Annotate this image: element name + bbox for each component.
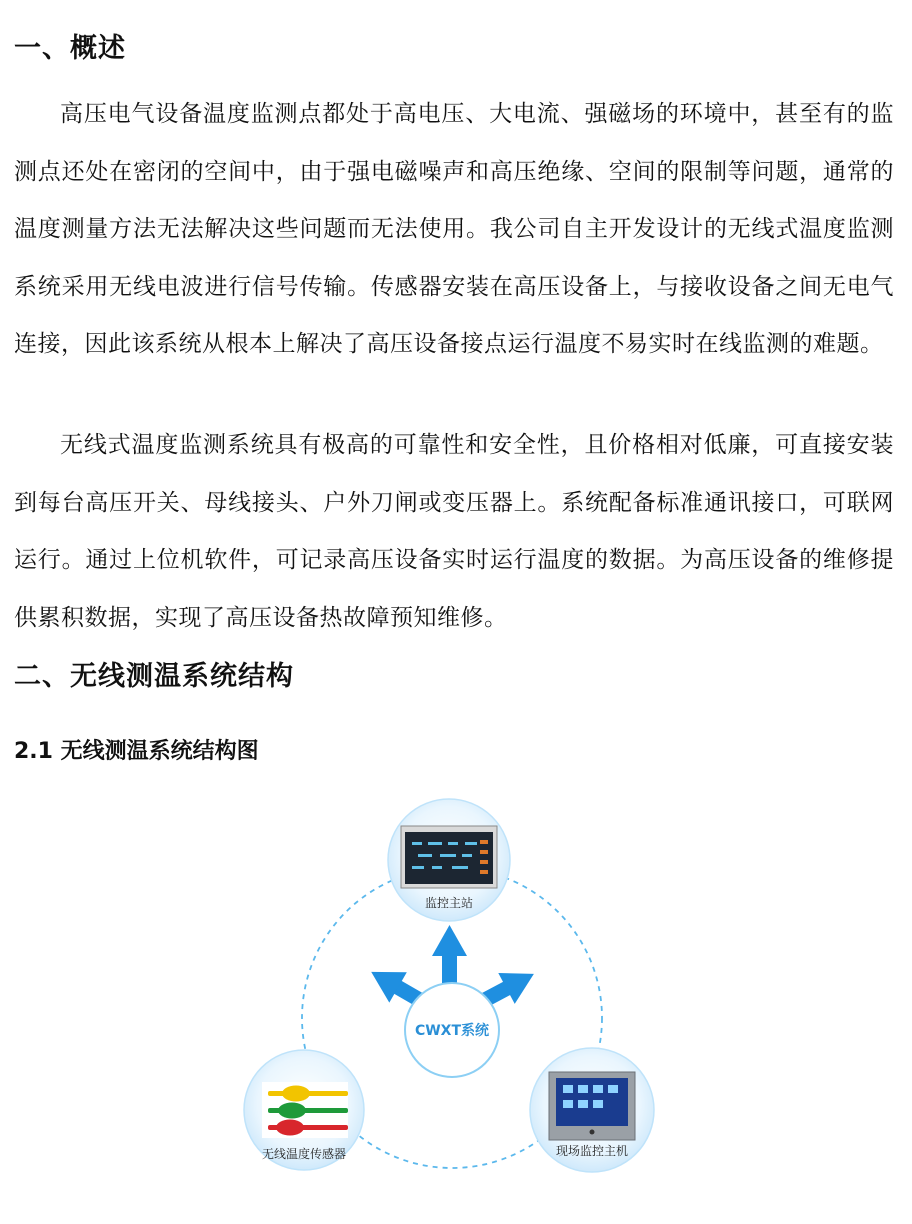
arrow-up xyxy=(432,925,467,990)
system-structure-diagram xyxy=(0,780,912,1224)
node-field-monitor-host-label: 现场监控主机 xyxy=(555,1144,629,1158)
paragraph-2: 无线式温度监测系统具有极高的可靠性和安全性，且价格相对低廉，可直接安装到每台高压开关、母线接头、户外刀闸或变压器上。系统配备标准通讯接口，可联网运行。通过上位机软件，可记录高压设备实时运行温度的数据。为高压设备的维修提供累积数据，实现了高压设备热故障预知维修。 xyxy=(14,432,894,631)
node-wireless-sensor-label: 无线温度传感器 xyxy=(261,1147,347,1161)
node-monitor-station-label: 监控主站 xyxy=(424,896,474,910)
section-2-title: 二、无线测温系统结构 xyxy=(14,661,294,692)
paragraph-1: 高压电气设备温度监测点都处于高电压、大电流、强磁场的环境中，甚至有的监测点还处在密闭的空间中，由于强电磁噪声和高压绝缘、空间的限制等问题，通常的温度测量方法无法解决这些问题而无法使用。我公司自主开发设计的无线式温度监测系统采用无线电波进行信号传输。传感器安装在高压设备上，与接收设备之间无电气连接，因此该系统从根本上解决了高压设备接点运行温度不易实时在线监测的难题。 xyxy=(14,101,894,357)
center-label: CWXT系统 xyxy=(414,1023,490,1039)
subsection-2-1-title: 2.1 无线测温系统结构图 xyxy=(14,739,259,764)
section-1-title: 一、概述 xyxy=(14,33,126,64)
